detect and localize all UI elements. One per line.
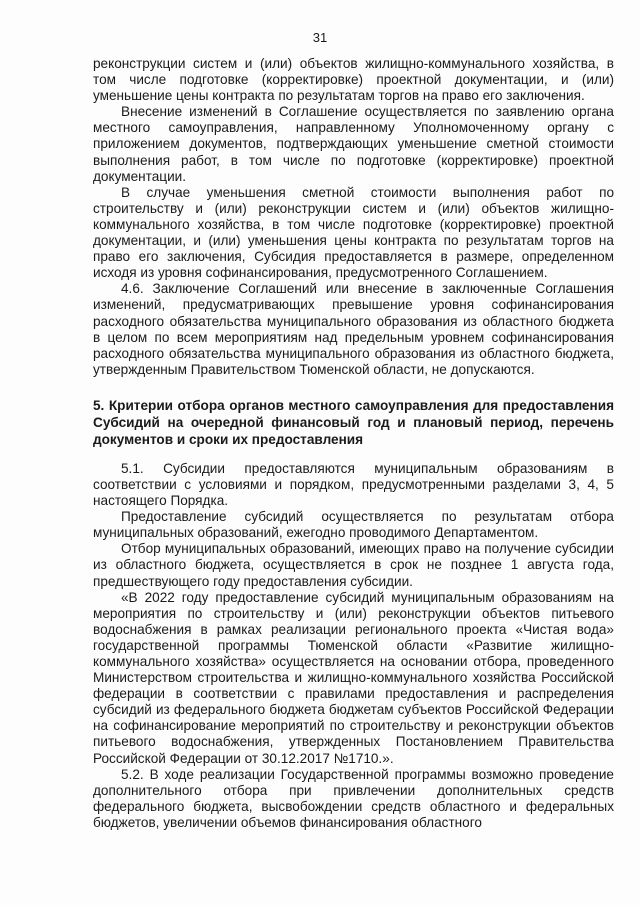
document-body <box>93 56 614 831</box>
paragraph: Отбор муниципальных образований, имеющих право на получение субсидии из областного бюджета, осуществляется в срок не позднее 1 августа года, предшествующего году предоставления субсидии. <box>93 541 614 589</box>
paragraph: 5.1. Субсидии предоставляются муниципальным образованиям в соответствии с условиями и порядком, предусмотренными разделами 3, 4, 5 настоящего Порядка. <box>93 460 614 509</box>
paragraph: Предоставление субсидий осуществляется по результатам отбора муниципальных образований, ежегодно проводимого Департаментом. <box>93 509 614 541</box>
paragraph: реконструкции систем и (или) объектов жилищно-коммунального хозяйства, в том числе подготовке (корректировке) проектной документации, и (или) уменьшение цены контракта по результатам торгов на право его заключения. <box>93 56 614 104</box>
paragraph: 5.2. В ходе реализации Государственной программы возможно проведение дополнительного отбора при привлечении дополнительных средств федерального бюджета, высвобождении средств областного и федеральных бюджетов, увеличении объемов финансирования областного <box>93 766 614 830</box>
paragraph: «В 2022 году предоставление субсидий муниципальным образованиям на мероприятия по строительству и (или) реконструкции объектов питьевого водоснабжения в рамках реализации регионального проекта «Чистая вода» государственной программы Тюменской области «Развитие жилищно-коммунального хозяйства» осуществляется на основании отбора, проведенного Министерством строительства и жилищно-коммунального хозяйства Российской федерации в соответствии с правилами предоставления и распределения субсидий из федерального бюджета бюджетам субъектов Российской Федерации на софинансирование мероприятий по строительству и реконструкции объектов питьевого водоснабжения, утвержденных Постановлением Правительства Российской Федерации от 30.12.2017 №1710.». <box>93 589 614 766</box>
paragraph: 4.6. Заключение Соглашений или внесение в заключенные Соглашения изменений, предусматривающих превышение уровня софинансирования расходного обязательства муниципального образования из областного бюджета в целом по всем мероприятиям над предельным уровнем софинансирования расходного обязательства муниципального образования из областного бюджета, утвержденным Правительством Тюменской области, не допускаются. <box>93 281 614 377</box>
paragraph: В случае уменьшения сметной стоимости выполнения работ по строительству и (или) реконструкции систем и (или) объектов жилищно-коммунального хозяйства, в том числе подготовке (корректировке) проектной документации, и (или) уменьшения цены контракта по результатам торгов на право его заключения, Субсидия предоставляется в размере, определенном исходя из уровня софинансирования, предусмотренного Соглашением. <box>93 184 614 281</box>
spacer <box>93 448 614 461</box>
spacer <box>93 378 614 397</box>
section-heading: 5. Критерии отбора органов местного самоуправления для предоставления Субсидий на очередной финансовый год и плановый период, перечень документов и сроки их предоставления <box>93 397 614 447</box>
paragraph: Внесение изменений в Соглашение осуществляется по заявлению органа местного самоуправления, направленному Уполномоченному органу с приложением документов, подтверждающих уменьшение сметной стоимости выполнения работ, в том числе по подготовке (корректировке) проектной документации. <box>93 104 614 184</box>
page-number: 31 <box>312 30 328 45</box>
